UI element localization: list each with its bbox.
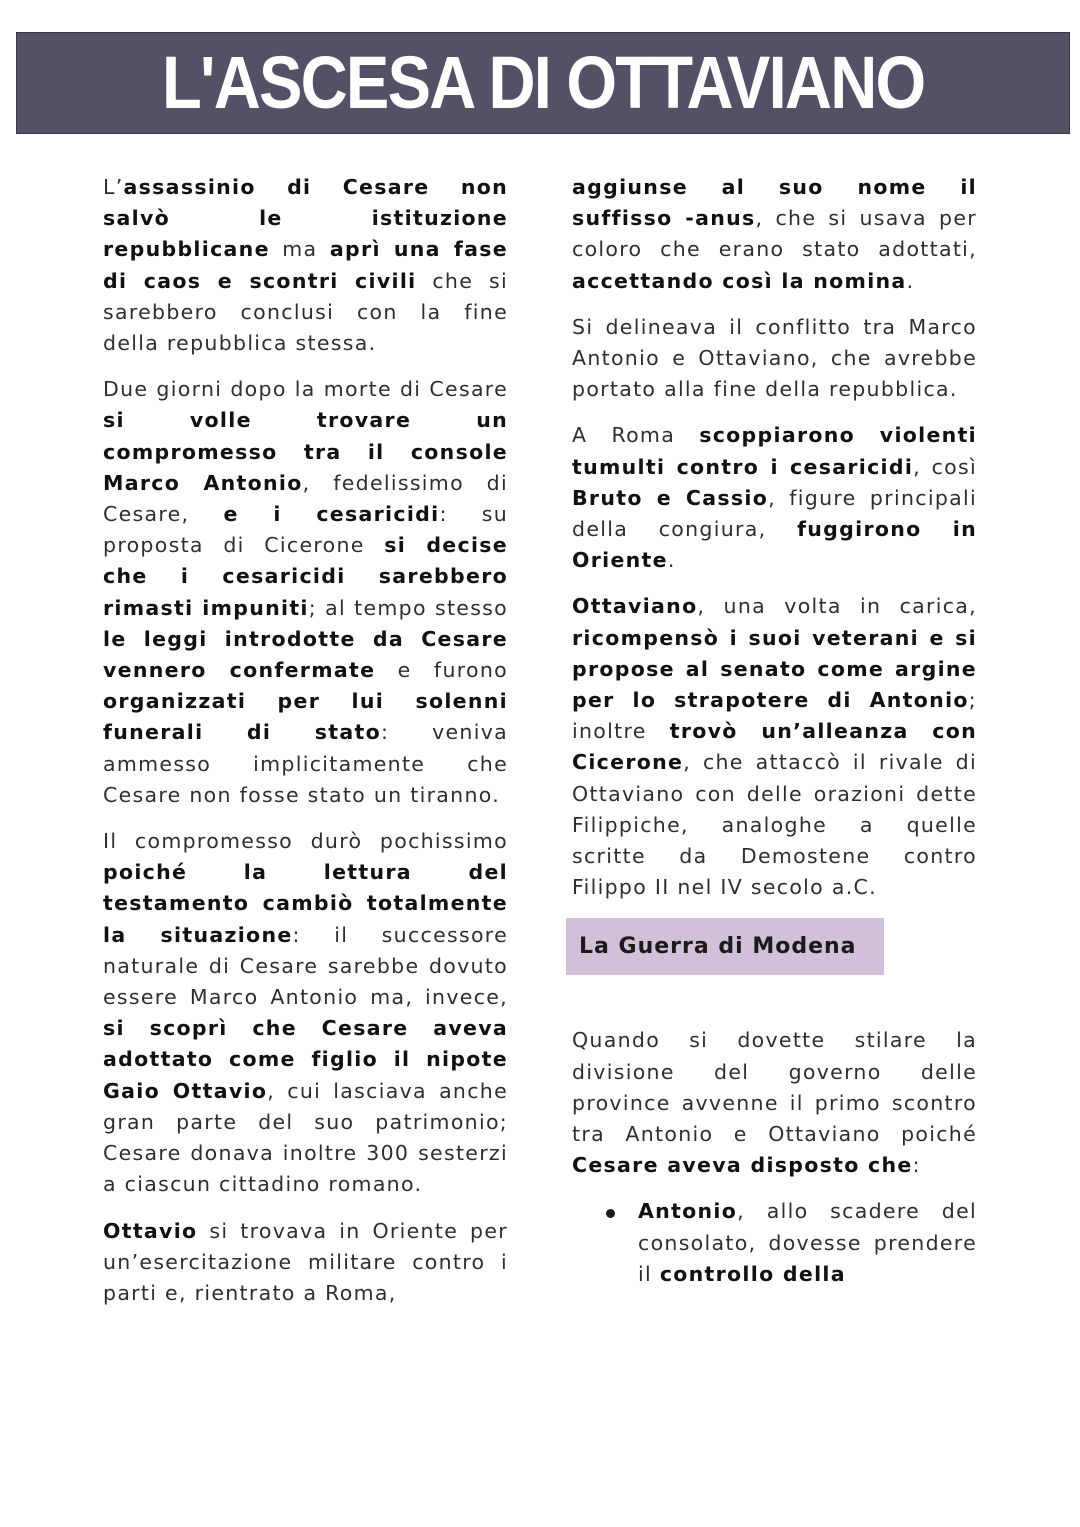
section-heading: La Guerra di Modena <box>579 934 857 960</box>
text-run: e furono <box>375 658 508 683</box>
bold-text: controllo della <box>659 1261 846 1286</box>
paragraph <box>572 172 977 297</box>
text-run: , che si usava per coloro che erano stato adottati, <box>572 206 977 262</box>
text-run: : <box>912 1153 921 1178</box>
bold-text: Cesare aveva disposto che <box>572 1153 913 1178</box>
bold-text: organizzati per lui solenni funerali di stato <box>103 689 508 745</box>
paragraph <box>103 374 508 811</box>
text-run: . <box>906 268 915 293</box>
text-run: Due giorni dopo la morte di Cesare <box>103 377 508 402</box>
bold-text: aggiunse al suo nome il suffisso -anus <box>572 175 977 231</box>
text-run: : il successore naturale di Cesare sarebbe dovuto essere Marco Antonio ma, invece, <box>103 922 508 1010</box>
bold-text: le leggi introdotte da Cesare vennero confermate <box>103 626 508 683</box>
bold-text: accettando così la nomina <box>572 268 907 293</box>
text-run: , allo scadere del consolato, dovesse prendere il <box>638 1199 977 1286</box>
paragraph <box>572 591 977 903</box>
bold-text: Bruto e Cassio <box>572 485 769 510</box>
bold-text: poiché la lettura del testamento cambiò totalmente la situazione <box>103 860 508 947</box>
text-run: , cui lasciava anche gran parte del suo patrimonio; Cesare donava inoltre 300 sesterzi a ciascun cittadino romano. <box>103 1078 508 1197</box>
list-item-text <box>638 1199 977 1285</box>
text-run: ; al tempo stesso <box>308 595 508 620</box>
right-column <box>572 172 977 1290</box>
paragraph <box>103 1216 508 1310</box>
page-title: L'ASCESA DI OTTAVIANO <box>161 41 925 124</box>
text-run: . <box>667 548 676 573</box>
bold-text: assassinio di Cesare non salvò le istituzione repubblicane <box>103 175 508 262</box>
text-run: che si sarebbero conclusi con la fine della repubblica stessa. <box>103 268 508 356</box>
text-run: Quando si dovette stilare la divisione del governo delle province avvenne il primo scontro tra Antonio e Ottaviano poiché <box>572 1028 977 1147</box>
text-run: , così <box>913 454 978 479</box>
paragraph <box>572 420 977 576</box>
text-run: Il compromesso durò pochissimo <box>103 829 508 854</box>
title-banner <box>16 32 1070 134</box>
text-run: , figure principali della congiura, <box>572 485 977 542</box>
text-run: ; inoltre <box>572 688 977 744</box>
bold-text: Ottaviano <box>572 594 698 619</box>
bold-text: si volle trovare un compromesso tra il console Marco Antonio <box>103 408 508 495</box>
bold-text: si decise che i cesaricidi sarebbero rimasti impuniti <box>103 533 508 620</box>
text-run: : veniva ammesso implicitamente che Cesare non fosse stato un tiranno. <box>103 720 508 807</box>
text-run: L’ <box>103 175 124 199</box>
bold-text: ricompensò i suoi veterani e si propose al senato come argine per lo strapotere di Antonio <box>572 625 977 713</box>
section-heading-box <box>566 918 884 975</box>
bullet-list <box>572 1196 977 1290</box>
text-run: Si delineava il conflitto tra Marco Antonio e Ottaviano, che avrebbe portato alla fine della repubblica. <box>572 314 977 402</box>
bold-text: scoppiarono violenti tumulti contro i cesaricidi <box>572 423 978 479</box>
bold-text: Antonio <box>638 1199 738 1224</box>
left-column <box>103 172 508 1324</box>
paragraph <box>103 826 508 1200</box>
text-run: : su proposta di Cicerone <box>103 502 509 558</box>
paragraph <box>103 172 508 359</box>
bold-text: trovò un’alleanza con Cicerone <box>572 719 977 775</box>
bullet-dot-icon <box>606 1209 615 1218</box>
paragraph <box>572 312 977 406</box>
bold-text: si scoprì che Cesare aveva adottato come figlio il nipote Gaio Ottavio <box>103 1016 508 1103</box>
text-run: , che attaccò il rivale di Ottaviano con delle orazioni dette Filippiche, analoghe a quelle scritte da Demostene contro Filippo II nel IV secolo a.C. <box>572 750 977 900</box>
bold-text: fuggirono in Oriente <box>572 517 977 573</box>
bold-text: e i cesaricidi <box>223 502 440 527</box>
paragraph <box>572 1025 977 1181</box>
text-run: , una volta in carica, <box>697 594 977 619</box>
text-run: si trovava in Oriente per un’esercitazione militare contro i parti e, rientrato a Roma, <box>103 1218 508 1305</box>
text-run: , fedelissimo di Cesare, <box>103 470 508 527</box>
list-item <box>572 1196 977 1290</box>
bold-text: aprì una fase di caos e scontri civili <box>103 237 508 293</box>
text-run: ma <box>269 237 330 262</box>
text-run: A Roma <box>572 423 700 448</box>
bold-text: Ottavio <box>103 1218 198 1243</box>
